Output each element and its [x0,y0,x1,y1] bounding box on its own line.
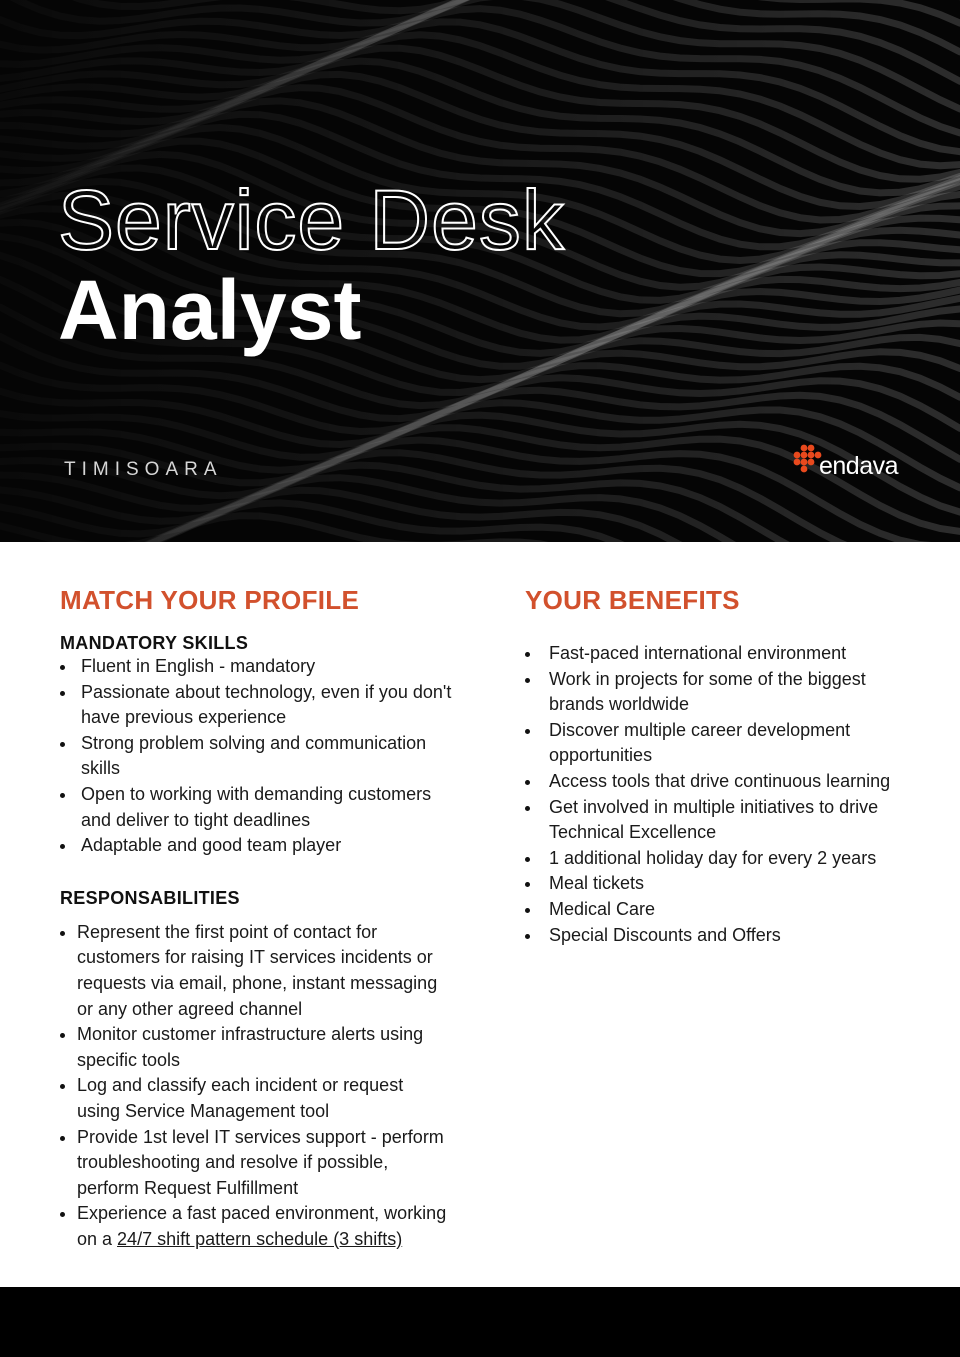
bullet-icon [60,844,65,849]
list-item [60,833,460,859]
endava-logo [793,442,903,482]
list-item-text: Open to working with demanding customers and deliver to tight deadlines [81,783,432,830]
bullet-icon [60,742,65,747]
list-item [525,897,915,923]
list-item-text: Get involved in multiple initiatives to drive Technical Excellence [549,796,879,843]
list-item [60,680,460,731]
list-item [60,782,460,833]
benefits-list [525,641,915,948]
bullet-icon [525,806,530,811]
skills-list [60,654,460,859]
list-item-text: 1 additional holiday day for every 2 years [549,847,877,868]
list-item-text: Meal tickets [549,873,645,894]
list-item [60,654,460,680]
list-item [525,923,915,949]
profile-column [60,585,460,1252]
list-item-text: Represent the first point of contact for customers for raising IT services incidents or requests via email, phone, instant messaging or any other agreed channel [77,921,438,1019]
responsibilities-list [60,920,450,1253]
bullet-icon [525,857,530,862]
bullet-icon [525,934,530,939]
list-item [60,920,450,1022]
list-item-text: Adaptable and good team player [81,835,342,856]
list-item-text: Monitor customer infrastructure alerts using specific tools [77,1024,424,1070]
skills-heading: MANDATORY SKILLS [60,633,249,653]
list-item-text: Passionate about technology, even if you don't have previous experience [81,681,452,728]
list-item [525,871,915,897]
bullet-icon [525,652,530,657]
bullet-icon [60,691,65,696]
benefits-heading: YOUR BENEFITS [525,585,740,615]
benefits-column [525,585,915,948]
bullet-icon [60,1136,65,1141]
bullet-icon [525,729,530,734]
bullet-icon [525,780,530,785]
title-solid-text: Analyst [58,263,362,357]
bullet-icon [525,678,530,683]
list-item [60,731,460,782]
list-item-text: Experience a fast paced environment, working on a [77,1203,447,1249]
title-outline-text: Service Desk [58,173,565,267]
list-item [60,1201,450,1252]
list-item [525,795,915,846]
list-item-text: Log and classify each incident or request using Service Management tool [77,1075,404,1121]
bullet-icon [60,1084,65,1089]
list-item-text: Access tools that drive continuous learning [549,770,891,791]
list-item-text: Fast-paced international environment [549,643,847,663]
bullet-icon [525,908,530,913]
logo-wordmark: endava [819,452,899,480]
footer-bar [0,1287,960,1357]
list-item [525,667,915,718]
list-item-text: Fluent in English - mandatory [81,656,316,676]
list-item [525,641,915,667]
list-item [525,769,915,795]
list-item-text: Provide 1st level IT services support - perform troubleshooting and resolve if possible, perform Request Fulfillment [77,1126,444,1198]
responsibilities-heading: RESPONSABILITIES [60,887,240,908]
bullet-icon [60,793,65,798]
profile-heading: MATCH YOUR PROFILE [60,585,360,615]
bullet-icon [60,1033,65,1038]
location-label: TIMISOARA [64,459,223,480]
list-item-text: Special Discounts and Offers [549,924,781,945]
list-item-text: Discover multiple career development opportunities [549,719,851,766]
shift-schedule-text: 24/7 shift pattern schedule (3 shifts) [117,1228,403,1249]
bullet-icon [60,931,65,936]
list-item-text: Strong problem solving and communication skills [81,732,427,779]
bullet-icon [525,882,530,887]
list-item-text: Medical Care [549,898,656,919]
hero-banner [0,0,960,542]
list-item [525,718,915,769]
list-item [60,1125,450,1202]
bullet-icon [60,1212,65,1217]
list-item-text: Work in projects for some of the biggest brands worldwide [549,668,866,715]
list-item [60,1073,450,1124]
bullet-icon [60,665,65,670]
list-item [525,846,915,872]
list-item [60,1022,450,1073]
